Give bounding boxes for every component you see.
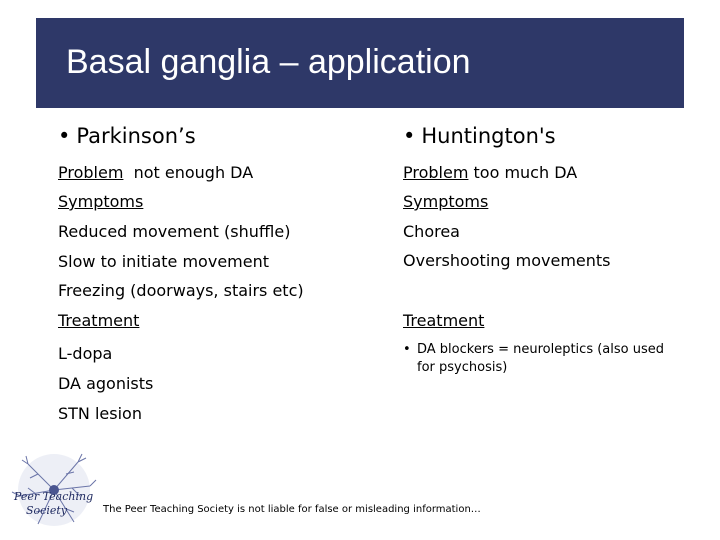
problem-text: too much DA <box>468 163 578 182</box>
disclaimer-text: The Peer Teaching Society is not liable for false or misleading information… <box>103 504 481 515</box>
huntingtons-treatment-label: Treatment <box>403 311 485 330</box>
huntingtons-heading <box>403 123 556 149</box>
parkinsons-treatment: STN lesion <box>58 404 142 423</box>
bullet-icon: • <box>58 124 71 148</box>
peer-teaching-society-logo <box>8 452 100 534</box>
parkinsons-heading <box>58 123 196 149</box>
parkinsons-symptom: Freezing (doorways, stairs etc) <box>58 281 304 300</box>
parkinsons-heading-text: Parkinson’s <box>76 124 196 148</box>
logo-text-line1: Peer Teaching <box>14 490 94 503</box>
bullet-icon: • <box>403 342 411 357</box>
problem-label: Problem <box>58 163 124 182</box>
neuron-logo-icon <box>8 452 100 534</box>
problem-text: not enough DA <box>123 163 254 182</box>
huntingtons-treatment-text: DA blockers = neuroleptics (also used for psychosis) <box>417 342 664 375</box>
parkinsons-problem <box>58 163 253 183</box>
bullet-icon: • <box>403 124 416 148</box>
logo-text-line2: Society <box>26 504 67 517</box>
huntingtons-symptom: Overshooting movements <box>403 251 611 270</box>
parkinsons-symptoms-label: Symptoms <box>58 192 144 211</box>
parkinsons-treatment: DA agonists <box>58 374 154 393</box>
huntingtons-symptoms-label: Symptoms <box>403 192 489 211</box>
huntingtons-heading-text: Huntington's <box>421 124 556 148</box>
parkinsons-treatment-label: Treatment <box>58 311 140 330</box>
problem-label: Problem <box>403 163 469 182</box>
slide-title: Basal ganglia – application <box>66 43 471 81</box>
huntingtons-symptom: Chorea <box>403 222 460 241</box>
parkinsons-treatment: L-dopa <box>58 344 113 363</box>
parkinsons-symptom: Slow to initiate movement <box>58 252 269 271</box>
huntingtons-problem <box>403 163 577 183</box>
parkinsons-symptom: Reduced movement (shuffle) <box>58 222 291 241</box>
